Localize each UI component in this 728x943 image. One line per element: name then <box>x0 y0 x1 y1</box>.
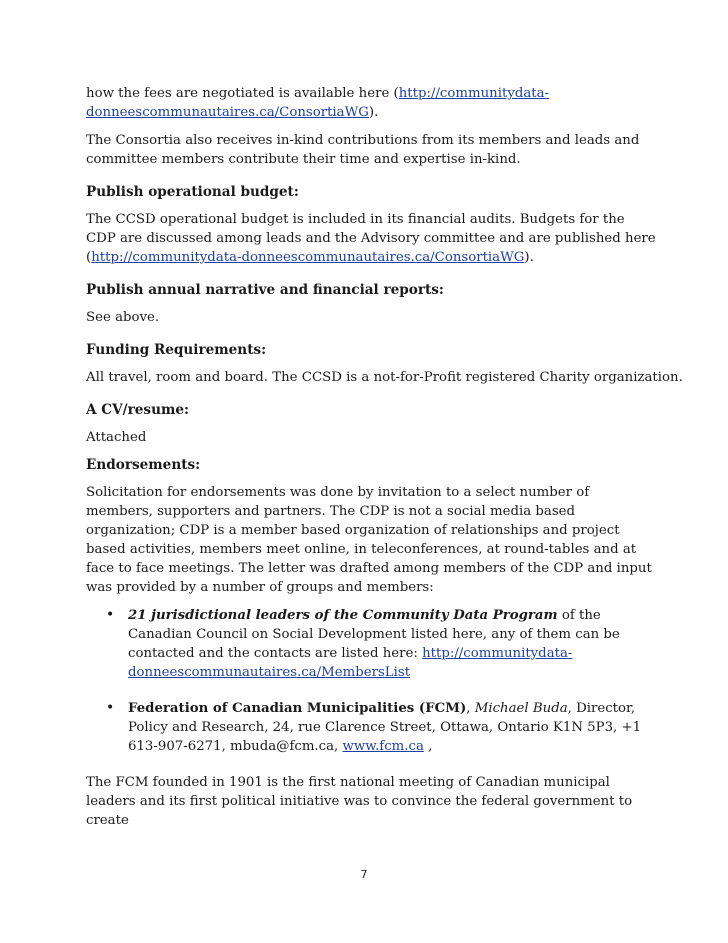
funding-paragraph: All travel, room and board. The CCSD is a not-for-Profit registered Charity organization. <box>86 370 683 385</box>
budget-link[interactable]: http://communitydata-donneescommunautaires.ca/ConsortiaWG <box>91 250 525 265</box>
list-item <box>106 699 656 756</box>
fcm-sep: , <box>466 701 475 716</box>
reports-heading: Publish annual narrative and financial reports: <box>86 282 444 298</box>
budget-heading: Publish operational budget: <box>86 184 299 200</box>
fcm-website-link[interactable]: www.fcm.ca <box>342 739 424 754</box>
members-list-link[interactable]: http://communitydata-donneescommunautaires.ca/MembersList <box>128 646 573 680</box>
list-item <box>106 606 656 682</box>
consortia-paragraph: The Consortia also receives in-kind contributions from its members and leads and committee members contribute their time and expertise in-kind. <box>86 133 640 167</box>
budget-paragraph <box>86 210 656 267</box>
document-page <box>86 84 683 839</box>
page-number: 7 <box>360 868 368 881</box>
budget-text: The CCSD operational budget is included in its financial audits. Budgets for the CDP are discussed among leads and the Advisory committee and are published here ( <box>86 212 656 265</box>
intro-text-end: ). <box>368 105 379 120</box>
closing-paragraph: The FCM founded in 1901 is the first national meeting of Canadian municipal leaders and its first political initiative was to convince the federal government to create <box>86 775 633 828</box>
intro-text: how the fees are negotiated is available here ( <box>86 86 399 101</box>
cdp-leaders-text: of the Canadian Council on Social Development listed here, any of them can be contacted and the contacts are listed here: <box>128 608 620 661</box>
cv-heading: A CV/resume: <box>86 402 190 418</box>
bullet-icon: • <box>106 607 115 623</box>
cv-paragraph: Attached <box>86 430 147 445</box>
bullet-icon: • <box>106 700 115 716</box>
funding-heading: Funding Requirements: <box>86 342 267 358</box>
endorsements-paragraph: Solicitation for endorsements was done by invitation to a select number of members, supporters and partners. The CDP is not a social media based organization; CDP is a member based organization of relationships and project based activities, members meet online, in teleconferences, at round-tables and at face to face meetings. The letter was drafted among members of the CDP and input was provided by a number of groups and members: <box>86 485 652 595</box>
intro-paragraph <box>86 84 656 122</box>
endorsements-heading: Endorsements: <box>86 457 201 473</box>
budget-text-end: ). <box>524 250 534 265</box>
fcm-contact-text: , Director, Policy and Research, 24, rue Clarence Street, Ottawa, Ontario K1N 5P3, +1 613-907-6271, mbuda@fcm.ca, <box>128 701 642 754</box>
cdp-leaders-label: 21 jurisdictional leaders of the Community Data Program <box>128 608 558 623</box>
consortia-link[interactable]: http://communitydata-donneescommunautaires.ca/ConsortiaWG <box>86 86 550 120</box>
endorsements-list <box>86 606 656 756</box>
fcm-text-end: , <box>423 739 433 754</box>
fcm-label: Federation of Canadian Municipalities (FCM) <box>128 701 467 716</box>
reports-paragraph: See above. <box>86 310 160 325</box>
fcm-contact-name: Michael Buda <box>474 701 568 716</box>
